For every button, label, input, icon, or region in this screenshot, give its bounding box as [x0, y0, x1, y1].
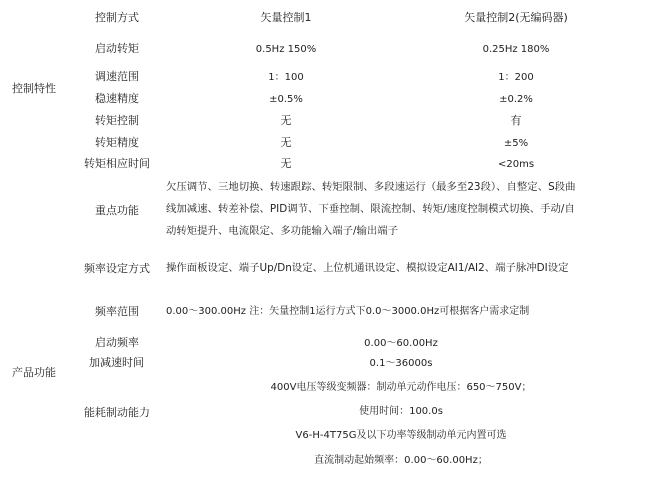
cell-speed-accuracy-mode1: ±0.5%: [269, 94, 303, 105]
col-header-mode1: 矢量控制1: [260, 11, 312, 24]
row-label-speed-range: 调速范围: [95, 70, 139, 83]
cell-torque-accuracy-mode2: ±5%: [503, 138, 529, 149]
row-label-braking: 能耗制动能力: [84, 406, 150, 419]
key-functions-line-1: 欠压调节、三地切换、转速跟踪、转矩限制、多段速运行（最多至23段）、自整定、S段曲: [166, 181, 576, 193]
key-functions-line-3: 动转矩提升、电流限定、多功能输入端子/输出端子: [166, 225, 399, 237]
cell-freq-setting: 操作面板设定、端子Up/Dn设定、上位机通讯设定、模拟设定AI1/AI2、端子脉冲DI设定: [166, 262, 569, 274]
row-label-key-functions: 重点功能: [95, 204, 139, 217]
col-header-control-mode: 控制方式: [95, 11, 139, 24]
row-label-speed-accuracy: 稳速精度: [95, 92, 139, 105]
cell-speed-range-mode1: 1：100: [268, 72, 304, 83]
row-label-torque-response: 转矩相应时间: [84, 157, 150, 170]
row-label-torque-control: 转矩控制: [95, 114, 139, 127]
key-functions-line-2: 线加减速、转差补偿、PID调节、下垂控制、限流控制、转矩/速度控制模式切换、手动/自: [166, 203, 575, 215]
row-label-start-torque: 启动转矩: [95, 42, 139, 55]
cell-torque-control-mode1: 无: [280, 114, 292, 127]
cell-accel-time: 0.1～36000s: [369, 358, 433, 369]
braking-line-3: V6-H-4T75G及以下功率等级制动单元内置可选: [295, 430, 507, 441]
cell-torque-response-mode1: 无: [280, 157, 292, 170]
group-label-control-characteristics: 控制特性: [12, 82, 56, 95]
cell-torque-accuracy-mode1: 无: [280, 136, 292, 149]
row-label-start-freq: 启动频率: [95, 336, 139, 349]
braking-line-2: 使用时间：100.0s: [359, 406, 443, 417]
braking-line-1: 400V电压等级变频器：制动单元动作电压：650～750V；: [270, 382, 532, 393]
cell-freq-range: 0.00～300.00Hz 注：矢量控制1运行方式下0.0～3000.0Hz可根据客户需求定制: [166, 306, 530, 317]
col-header-mode2: 矢量控制2(无编码器): [464, 11, 568, 24]
row-label-freq-range: 频率范围: [95, 305, 139, 318]
cell-speed-accuracy-mode2: ±0.2%: [499, 94, 533, 105]
row-label-accel-time: 加减速时间: [89, 356, 144, 369]
cell-torque-response-mode2: <20ms: [497, 159, 535, 170]
cell-start-freq: 0.00～60.00Hz: [364, 338, 438, 349]
cell-start-torque-mode2: 0.25Hz 180%: [482, 44, 550, 55]
row-label-freq-setting: 频率设定方式: [84, 262, 150, 275]
cell-speed-range-mode2: 1：200: [498, 72, 534, 83]
row-label-torque-accuracy: 转矩精度: [95, 136, 139, 149]
braking-line-4: 直流制动起始频率：0.00～60.00Hz；: [314, 455, 488, 466]
group-label-product-functions: 产品功能: [12, 366, 56, 379]
cell-start-torque-mode1: 0.5Hz 150%: [255, 44, 317, 55]
cell-torque-control-mode2: 有: [510, 114, 522, 127]
